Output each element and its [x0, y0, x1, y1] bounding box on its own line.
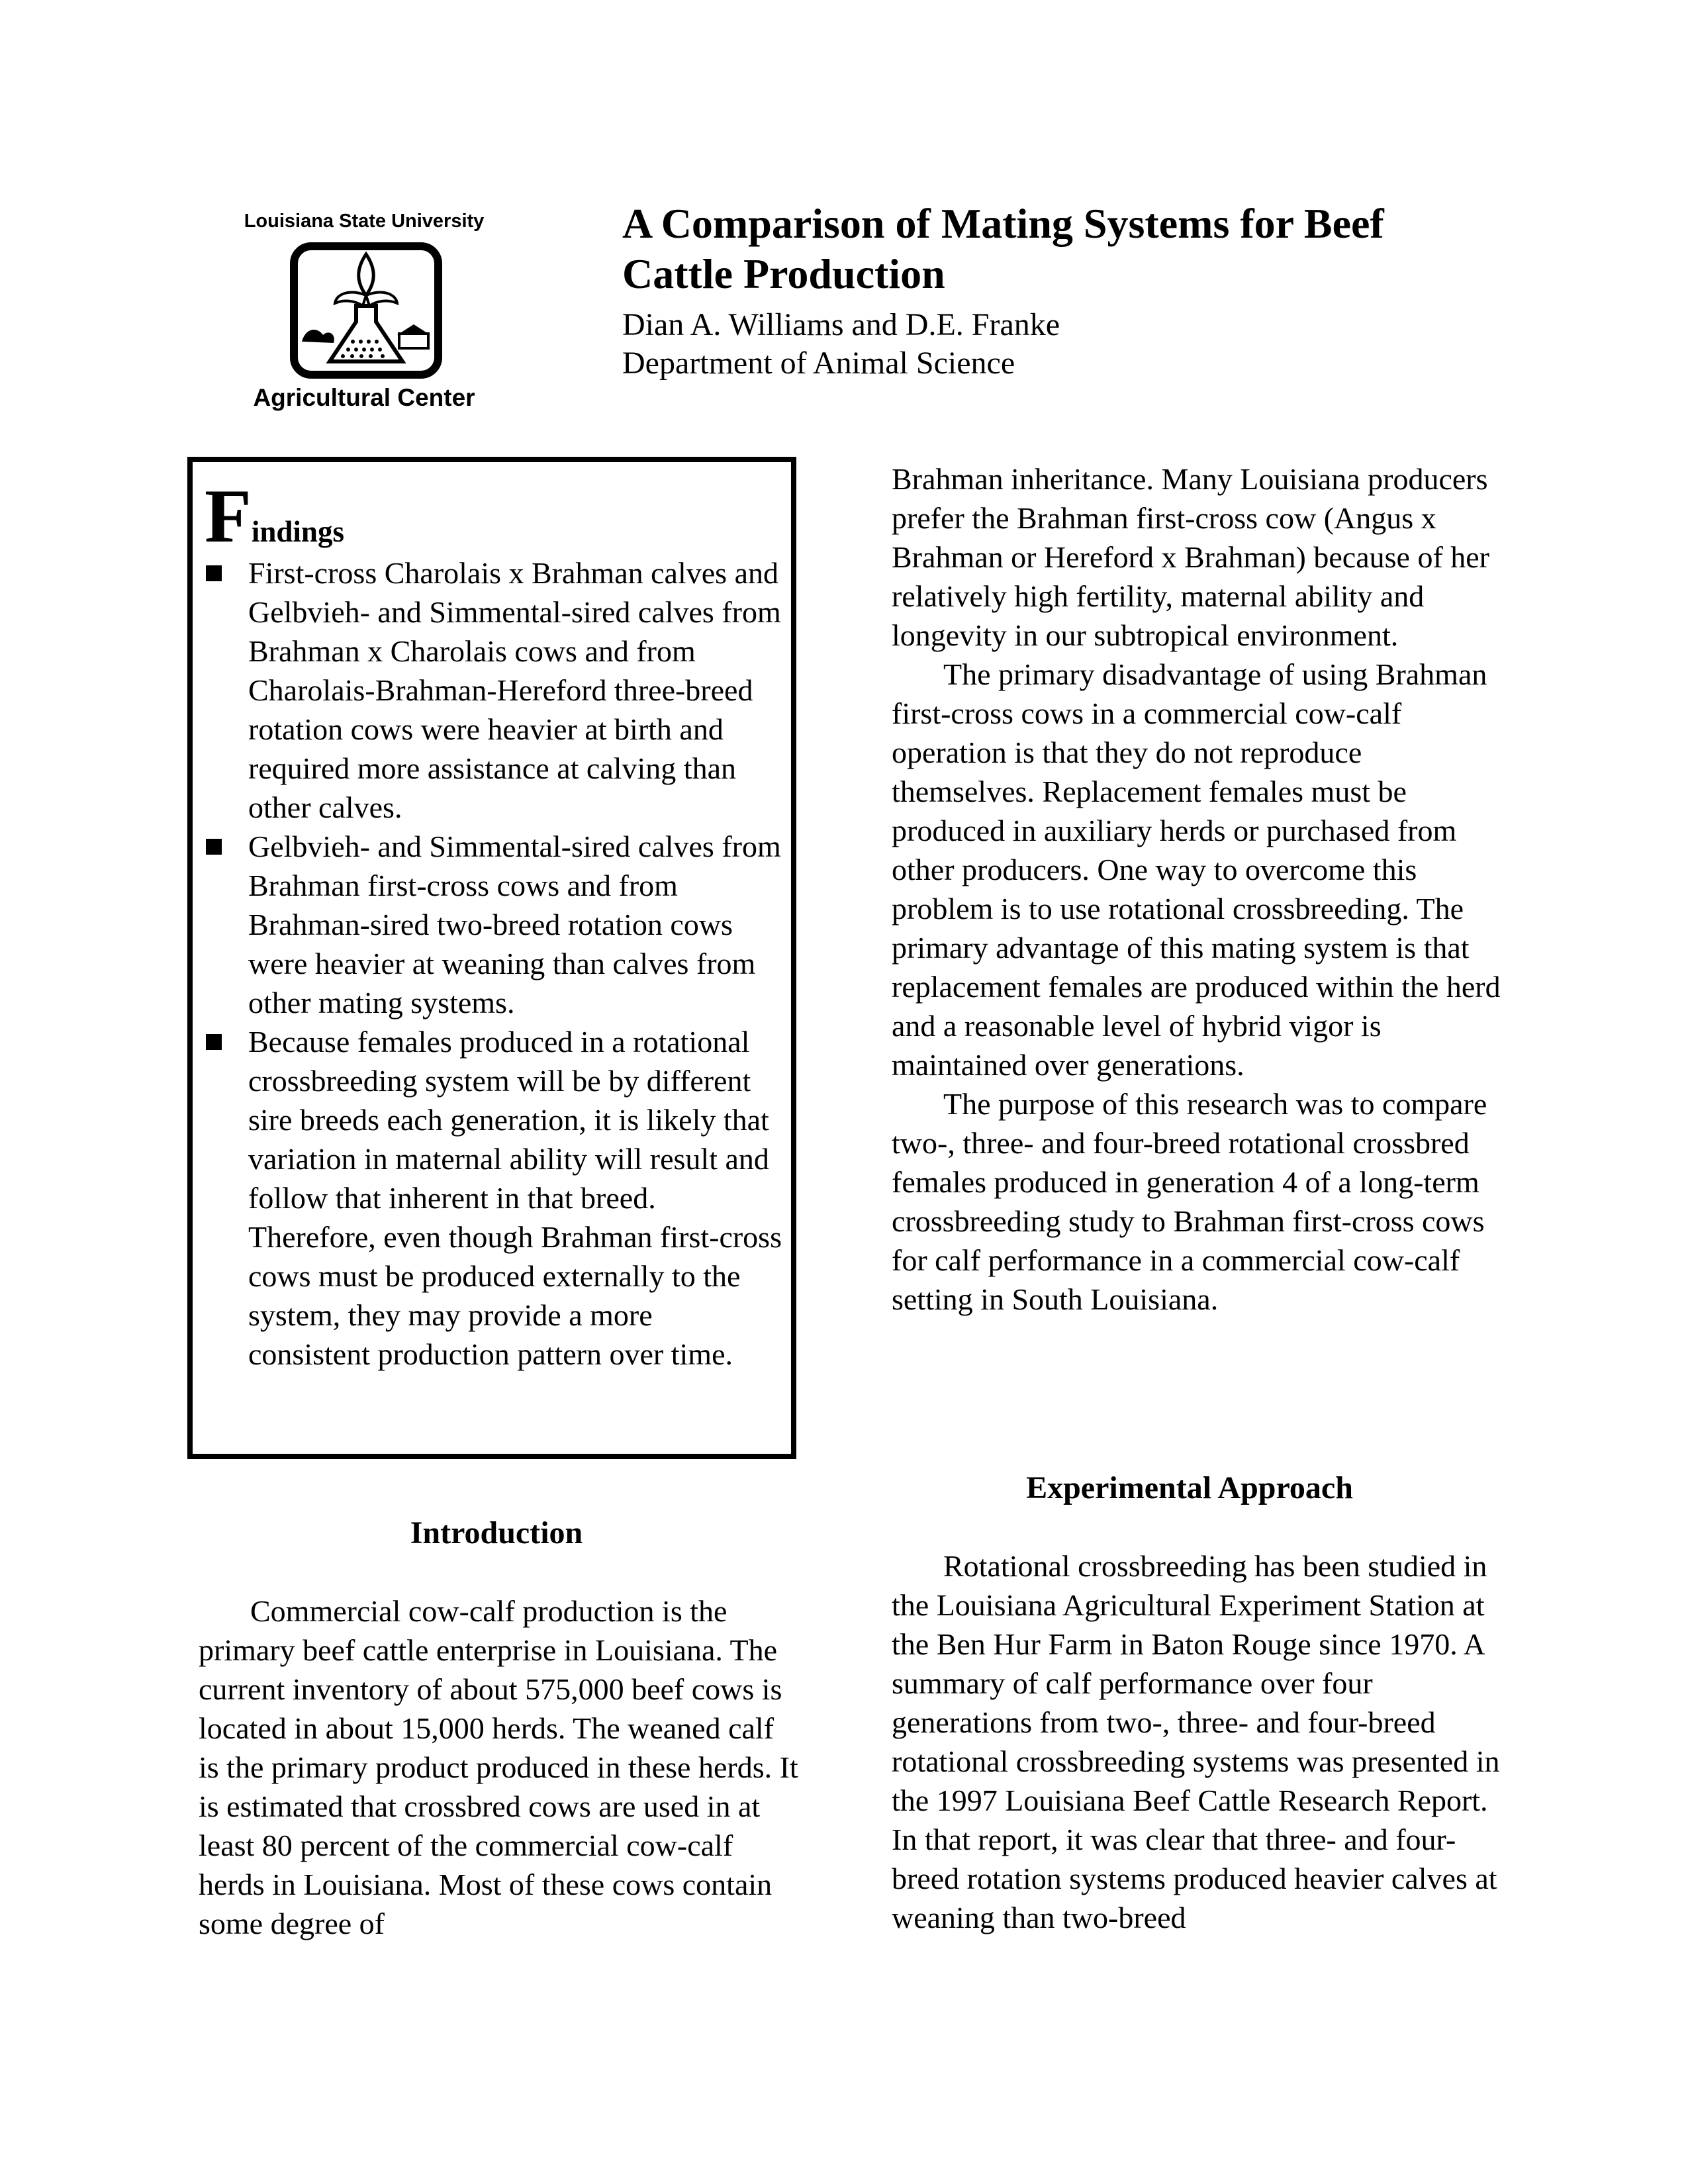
findings-list — [206, 553, 782, 1374]
findings-item — [206, 1022, 782, 1374]
experimental-approach-heading: Experimental Approach — [1026, 1470, 1353, 1505]
findings-item-text: Gelbvieh- and Simmental-sired calves from Brahman first-cross cows and from Brahman-sired two-breed rotation cows were heavier at weaning than calves from other mating systems. — [248, 830, 781, 1020]
page-title: A Comparison of Mating Systems for Beef Cattle Production — [622, 200, 1384, 297]
findings-item-text: First-cross Charolais x Brahman calves and Gelbvieh- and Simmental-sired calves from Brahman x Charolais cows and from Charolais-Brahman-Hereford three-breed rotation cows were heavier at birth and required more assistance at calving than other calves. — [248, 556, 781, 824]
introduction-paragraph: Commercial cow-calf production is the primary beef cattle enterprise in Louisiana. The current inventory of about 575,000 beef cows is located in about 15,000 herds. The weaned calf is the primary product produced in these herds. It is estimated that crossbred cows are used in at least 80 percent of the commercial cow-calf herds in Louisiana. Most of these cows contain some degree of — [199, 1594, 798, 1940]
logo-bottom-text: Agricultural Center — [253, 384, 475, 411]
right-column-paragraph-2: The primary disadvantage of using Brahman first-cross cows in a commercial cow-calf operation is that they do not reproduce themselves. Replacement females must be produced in auxiliary herds or purchased from other producers. One way to overcome this problem is to use rotational crossbreeding. The primary advantage of this mating system is that replacement females are produced within the herd and a reasonable level of hybrid vigor is maintained over generations. — [892, 657, 1501, 1082]
findings-heading-rest: indings — [251, 515, 344, 548]
square-bullet-icon — [206, 1034, 222, 1050]
right-column-text — [892, 459, 1501, 1319]
square-bullet-icon — [206, 839, 222, 855]
findings-item-text: Because females produced in a rotational crossbreeding system will be by different sire breeds each generation, it is likely that variation in maternal ability will result and follow that inherent in that breed. Therefore, even though Brahman first-cross cows must be produced externally to the system, they may provide a more consistent production pattern over time. — [248, 1025, 782, 1371]
right-column-paragraph-1: Brahman inheritance. Many Louisiana producers prefer the Brahman first-cross cow (Angus x Brahman or Hereford x Brahman) because of her relatively high fertility, maternal ability and longevity in our subtropical environment. — [892, 462, 1489, 652]
experimental-approach-paragraph: Rotational crossbreeding has been studied in the Louisiana Agricultural Experiment Station at the Ben Hur Farm in Baton Rouge since 1970. A summary of calf performance over four generations from two-, three- and four-breed rotational crossbreeding systems was presented in the 1997 Louisiana Beef Cattle Research Report. In that report, it was clear that three- and four-breed rotation systems produced heavier calves at weaning than two-breed — [892, 1549, 1500, 1934]
experimental-approach-body — [892, 1546, 1501, 1937]
findings-item — [206, 553, 782, 827]
findings-drop-cap: F — [205, 474, 252, 559]
square-bullet-icon — [206, 565, 222, 581]
right-column-paragraph-3: The purpose of this research was to compare two-, three- and four-breed rotational crossbred females produced in generation 4 of a long-term crossbreeding study to Brahman first-cross cows for calf performance in a commercial cow-calf setting in South Louisiana. — [892, 1087, 1487, 1316]
findings-box — [187, 457, 796, 1459]
department: Department of Animal Science — [622, 346, 1015, 381]
findings-item — [206, 827, 782, 1022]
logo-top-text: Louisiana State University — [244, 211, 485, 232]
introduction-heading: Introduction — [410, 1515, 583, 1550]
introduction-body — [199, 1591, 801, 1943]
lsu-agcenter-logo — [225, 211, 503, 416]
flask-logo-icon — [290, 242, 442, 379]
authors: Dian A. Williams and D.E. Franke — [622, 307, 1060, 342]
findings-heading — [205, 474, 344, 559]
